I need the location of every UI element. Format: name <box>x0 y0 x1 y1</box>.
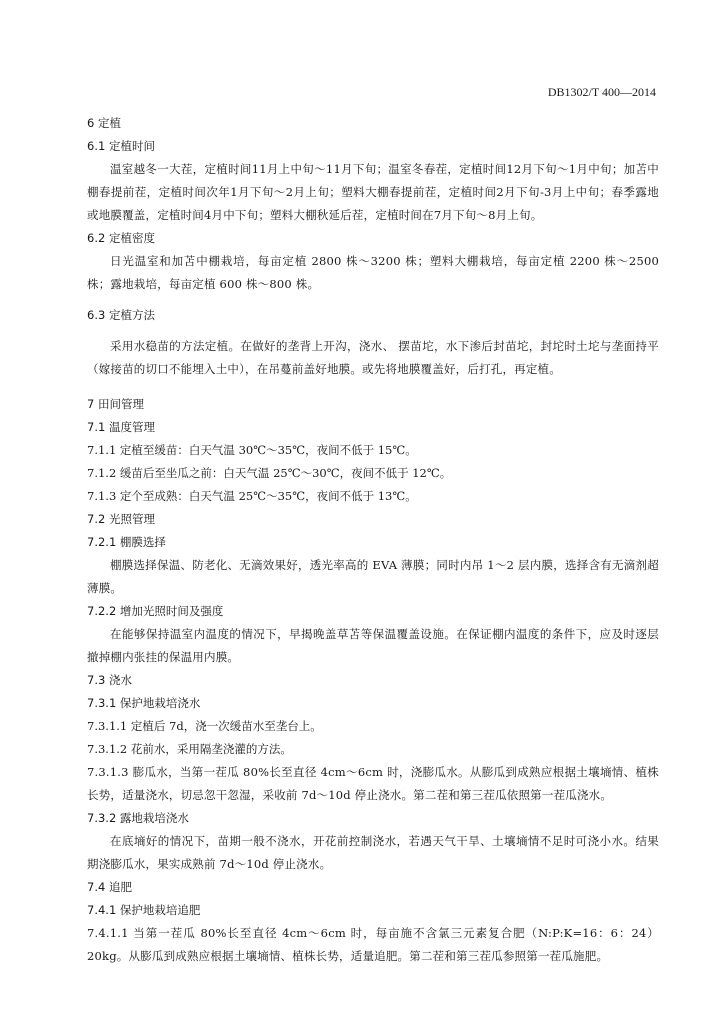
section-7-3-1-1: 7.3.1.1 定植后 7d，浇一次缓苗水至垄台上。 <box>87 719 322 733</box>
section-7-2-title: 7.2 光照管理 <box>87 512 155 526</box>
section-7-title: 7 田间管理 <box>87 397 144 411</box>
section-7-3-2-text: 在底墒好的情况下，苗期一般不浇水，开花前控制浇水，若遇天气干旱、土壤墒情不足时可浇小水。结果期浇膨瓜水，果实成熟前 7d～10d 停止浇水。 <box>87 834 659 871</box>
section-7-1-1: 7.1.1 定植至缓苗：白天气温 30℃～35℃，夜间不低于 15℃。 <box>87 443 417 457</box>
document-body <box>87 112 659 968</box>
section-7-1-title: 7.1 温度管理 <box>87 420 155 434</box>
section-7-2-2-title: 7.2.2 增加光照时间及强度 <box>87 604 224 618</box>
section-7-1-2: 7.1.2 缓苗后至坐瓜之前：白天气温 25℃～30℃，夜间不低于 12℃。 <box>87 466 452 480</box>
section-7-1-3: 7.1.3 定个至成熟：白天气温 25℃～35℃，夜间不低于 13℃。 <box>87 489 417 503</box>
section-7-3-1-2: 7.3.1.2 花前水，采用隔垄浇灌的方法。 <box>87 742 292 756</box>
section-7-2-1-text: 棚膜选择保温、防老化、无滴效果好，透光率高的 EVA 薄膜；同时内吊 1～2 层内膜，选择含有无滴剂超薄膜。 <box>87 558 659 595</box>
section-6-2-text: 日光温室和加苫中棚栽培，每亩定植 2800 株～3200 株；塑料大棚栽培，每亩定植 2200 株～2500 株；露地栽培，每亩定植 600 株～800 株。 <box>87 254 659 291</box>
section-7-4-title: 7.4 追肥 <box>87 880 132 894</box>
section-6-1-title: 6.1 定植时间 <box>87 139 155 153</box>
section-6-1-text: 温室越冬一大茬，定植时间11月上中旬～11月下旬；温室冬春茬，定植时间12月下旬～1月中旬；加苫中棚春提前茬，定植时间次年1月下旬～2月上旬；塑料大棚春提前茬，定植时间2月下旬-3月上中旬；春季露地或地膜覆盖，定植时间4月中下旬；塑料大棚秋延后茬，定植时间在7月下旬～8月上旬。 <box>87 162 659 222</box>
section-7-3-1-title: 7.3.1 保护地栽培浇水 <box>87 696 201 710</box>
section-7-3-1-3: 7.3.1.3 膨瓜水，当第一茬瓜 80%长至直径 4cm～6cm 时，浇膨瓜水。从膨瓜到成熟应根据土壤墒情、植株长势，适量浇水，切忌忽干忽湿，采收前 7d～10d 停止浇水。第二茬和第三茬瓜依照第一茬瓜浇水。 <box>87 765 659 802</box>
section-6-3-title: 6.3 定植方法 <box>87 308 155 322</box>
section-7-2-1-title: 7.2.1 棚膜选择 <box>87 535 166 549</box>
section-6-title: 6 定植 <box>87 116 121 130</box>
section-7-3-2-title: 7.3.2 露地栽培浇水 <box>87 811 189 825</box>
section-7-3-title: 7.3 浇水 <box>87 673 132 687</box>
section-7-2-2-text: 在能够保持温室内温度的情况下，早揭晚盖草苫等保温覆盖设施。在保证棚内温度的条件下，应及时逐层撤掉棚内张挂的保温用内膜。 <box>87 627 659 664</box>
section-7-4-1-title: 7.4.1 保护地栽培追肥 <box>87 903 201 917</box>
section-6-2-title: 6.2 定植密度 <box>87 231 155 245</box>
section-6-3-text: 采用水稳苗的方法定植。在做好的垄背上开沟，浇水、 摆苗坨，水下渗后封苗坨，封坨时土坨与垄面持平（嫁接苗的切口不能埋入土中），在吊蔓前盖好地膜。或先将地膜覆盖好，后打孔，再定植。 <box>87 339 659 376</box>
section-7-4-1-1: 7.4.1.1 当第一茬瓜 80%长至直径 4cm～6cm 时，每亩施不含氯三元素复合肥（N:P:K=16：6：24）20kg。从膨瓜到成熟应根据土壤墒情、植株长势，适量追肥。第二茬和第三茬瓜参照第一茬瓜施肥。 <box>87 926 659 963</box>
document-id: DB1302/T 400—2014 <box>547 85 656 99</box>
